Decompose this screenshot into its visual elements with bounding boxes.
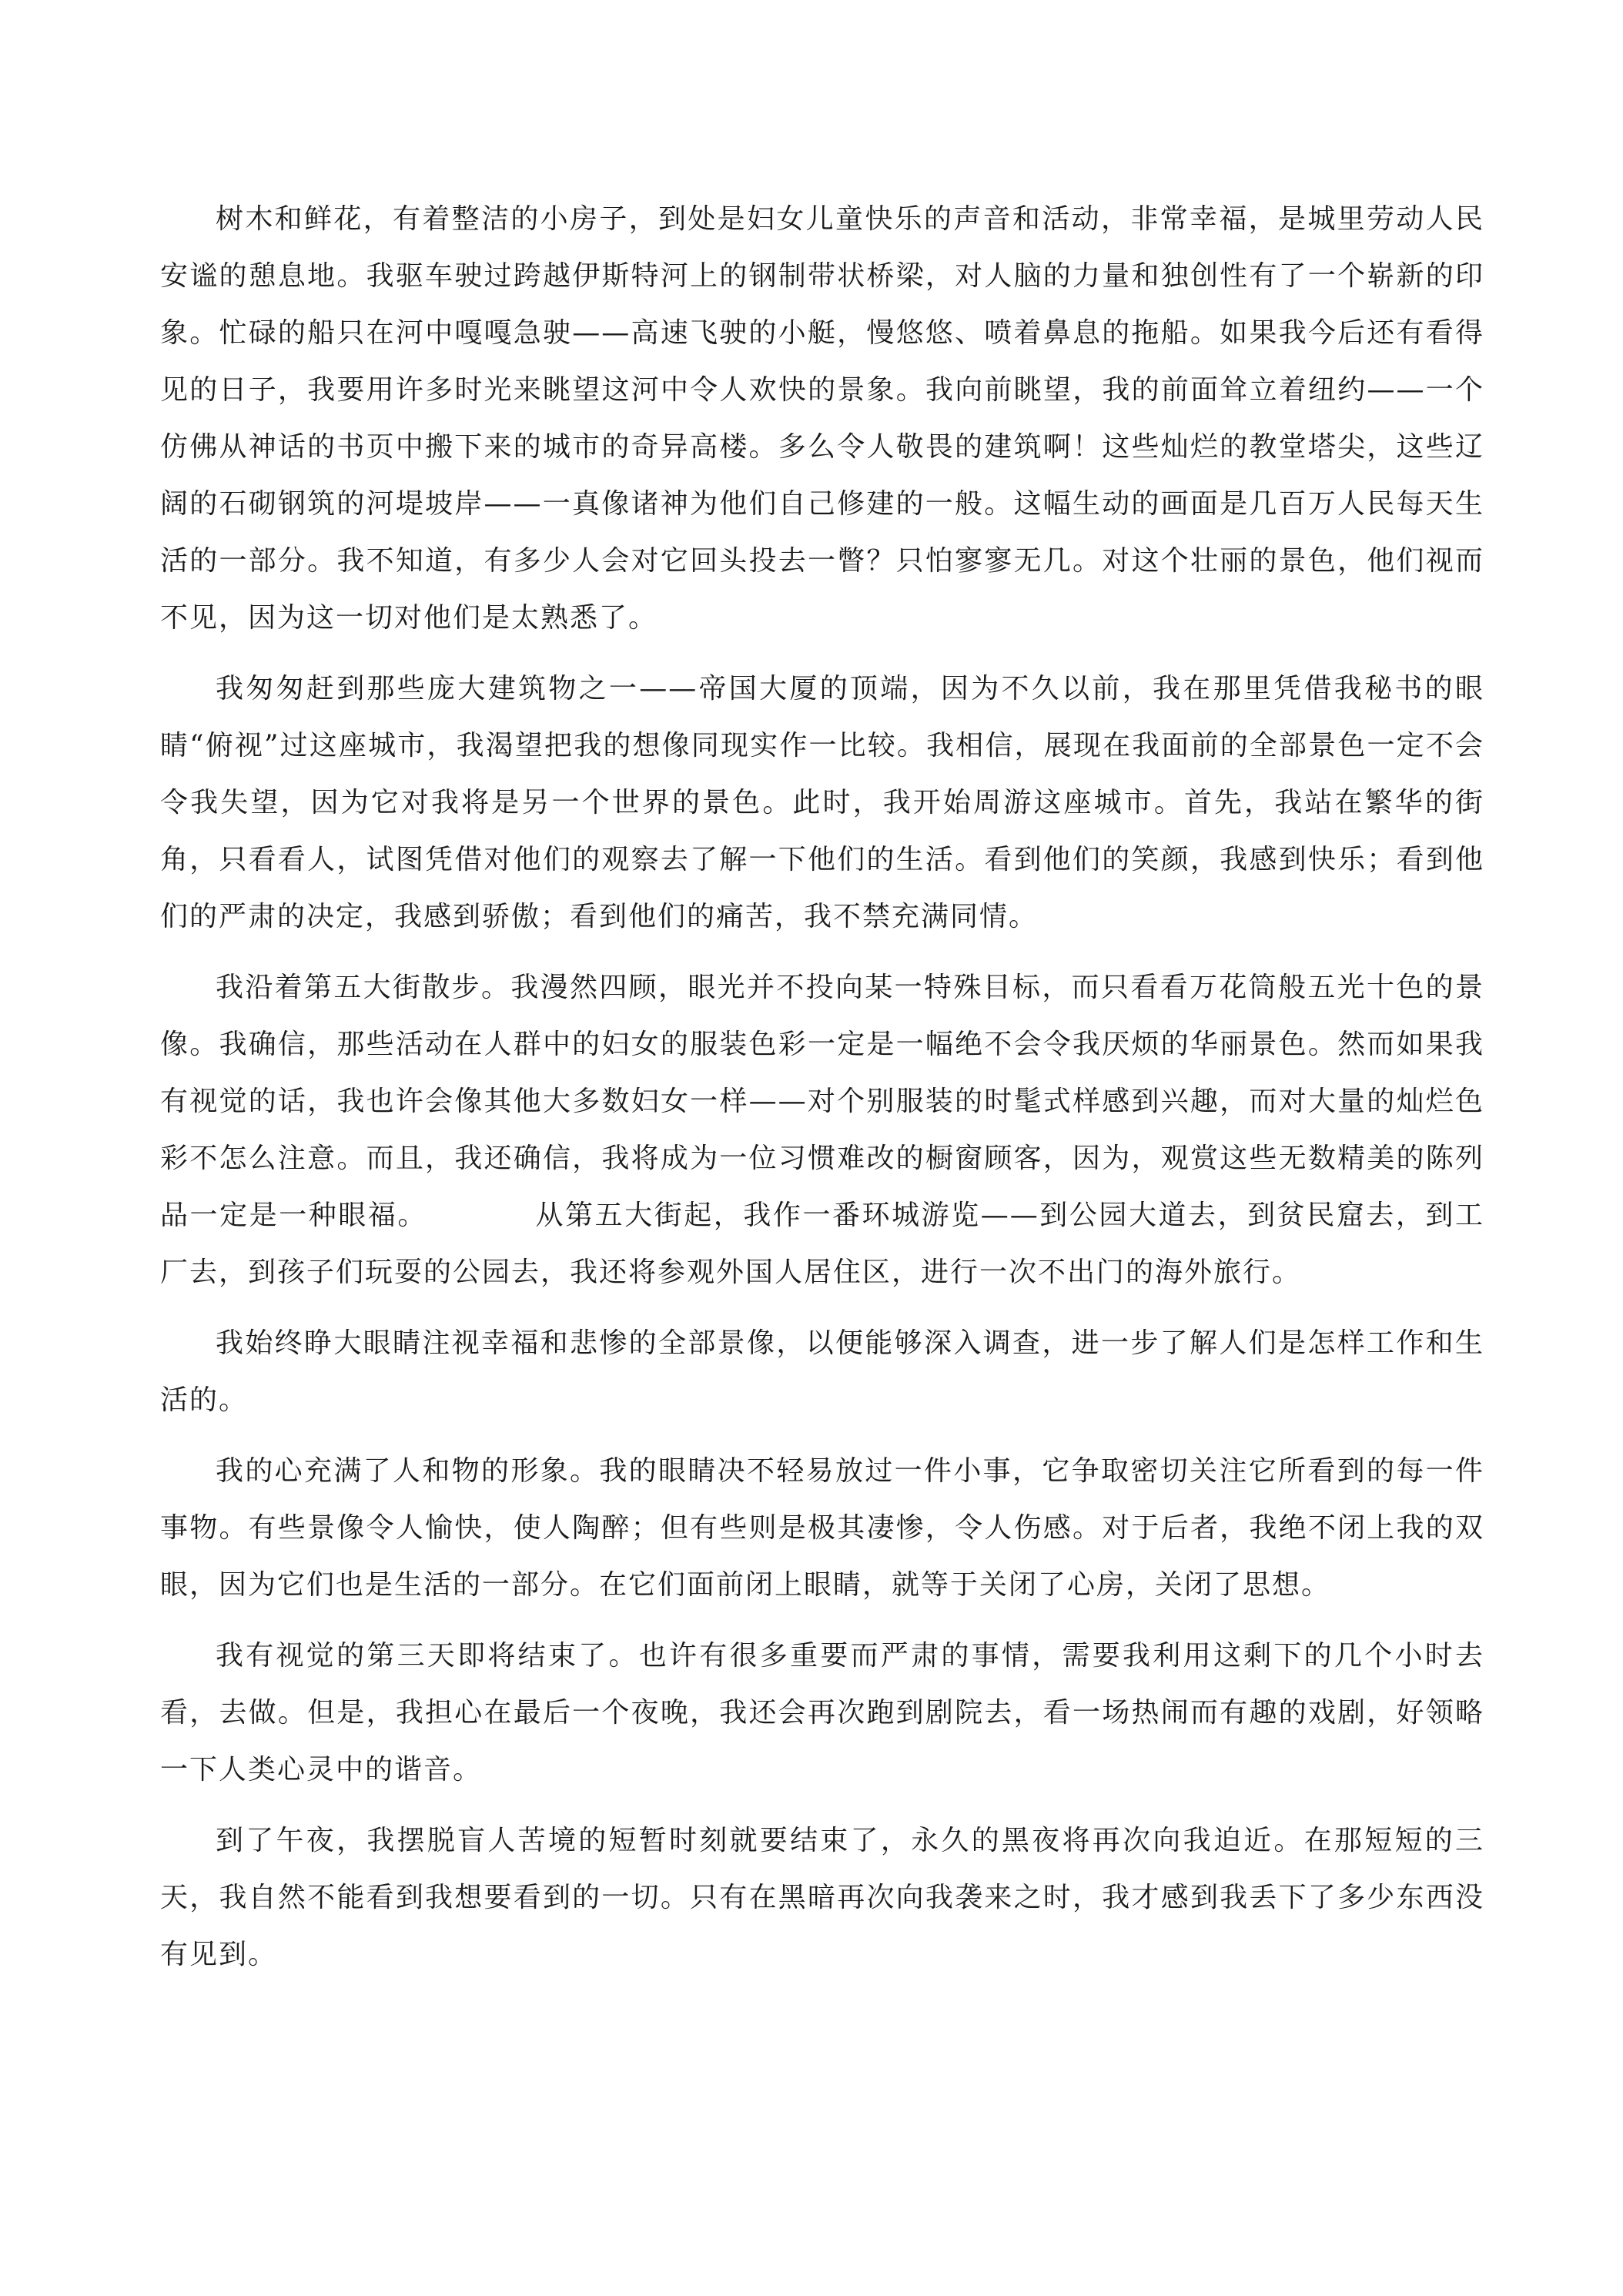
paragraph-8: 到了午夜，我摆脱盲人苦境的短暂时刻就要结束了，永久的黑夜将再次向我迫近。在那短短的三天，我自然不能看到我想要看到的一切。只有在黑暗再次向我袭来之时，我才感到我丢下了多少东西没有见到。 [160,1825,1484,1970]
paragraph-3 [160,959,1484,1301]
document-body [160,191,1484,1997]
paragraph-7: 我有视觉的第三天即将结束了。也许有很多重要而严肃的事情，需要我利用这剩下的几个小时去看，去做。但是，我担心在最后一个夜晚，我还会再次跑到剧院去，看一场热闹而有趣的戏剧，好领略一下人类心灵中的谐音。 [160,1640,1484,1786]
paragraph-4-text: 从第五大街起，我作一番环城游览——到公园大道去，到贫民窟去，到工厂去，到孩子们玩耍的公园去，我还将参观外国人居住区，进行一次不出门的海外旅行。 [160,1200,1484,1288]
paragraph-3-text: 我沿着第五大街散步。我漫然四顾，眼光并不投向某一特殊目标，而只看看万花筒般五光十色的景像。我确信，那些活动在人群中的妇女的服装色彩一定是一幅绝不会令我厌烦的华丽景色。然而如果我有视觉的话，我也许会像其他大多数妇女一样——对个别服装的时髦式样感到兴趣，而对大量的灿烂色彩不怎么注意。而且，我还确信，我将成为一位习惯难改的橱窗顾客，因为，观赏这些无数精美的陈列品一定是一种眼福。 [160,972,1484,1231]
paragraph-5: 我始终睁大眼睛注视幸福和悲惨的全部景像，以便能够深入调查，进一步了解人们是怎样工作和生活的。 [160,1327,1484,1416]
paragraph-2: 我匆匆赶到那些庞大建筑物之一——帝国大厦的顶端，因为不久以前，我在那里凭借我秘书的眼睛“俯视”过这座城市，我渴望把我的想像同现实作一比较。我相信，展现在我面前的全部景色一定不会令我失望，因为它对我将是另一个世界的景色。此时，我开始周游这座城市。首先，我站在繁华的街角，只看看人，试图凭借对他们的观察去了解一下他们的生活。看到他们的笑颜，我感到快乐；看到他们的严肃的决定，我感到骄傲；看到他们的痛苦，我不禁充满同情。 [160,673,1484,932]
paragraph-1: 树木和鲜花，有着整洁的小房子，到处是妇女儿童快乐的声音和活动，非常幸福，是城里劳动人民安谧的憩息地。我驱车驶过跨越伊斯特河上的钢制带状桥梁，对人脑的力量和独创性有了一个崭新的印象。忙碌的船只在河中嘎嘎急驶——高速飞驶的小艇，慢悠悠、喷着鼻息的拖船。如果我今后还有看得见的日子，我要用许多时光来眺望这河中令人欢快的景象。我向前眺望，我的前面耸立着纽约——一个仿佛从神话的书页中搬下来的城市的奇异高楼。多么令人敬畏的建筑啊！这些灿烂的教堂塔尖，这些辽阔的石砌钢筑的河堤坡岸——一真像诸神为他们自己修建的一般。这幅生动的画面是几百万人民每天生活的一部分。我不知道，有多少人会对它回头投去一瞥？只怕寥寥无几。对这个壮丽的景色，他们视而不见，因为这一切对他们是太熟悉了。 [160,203,1484,634]
paragraph-6: 我的心充满了人和物的形象。我的眼睛决不轻易放过一件小事，它争取密切关注它所看到的每一件事物。有些景像令人愉快，使人陶醉；但有些则是极其凄惨，令人伤感。对于后者，我绝不闭上我的双眼，因为它们也是生活的一部分。在它们面前闭上眼睛，就等于关闭了心房，关闭了思想。 [160,1455,1484,1601]
